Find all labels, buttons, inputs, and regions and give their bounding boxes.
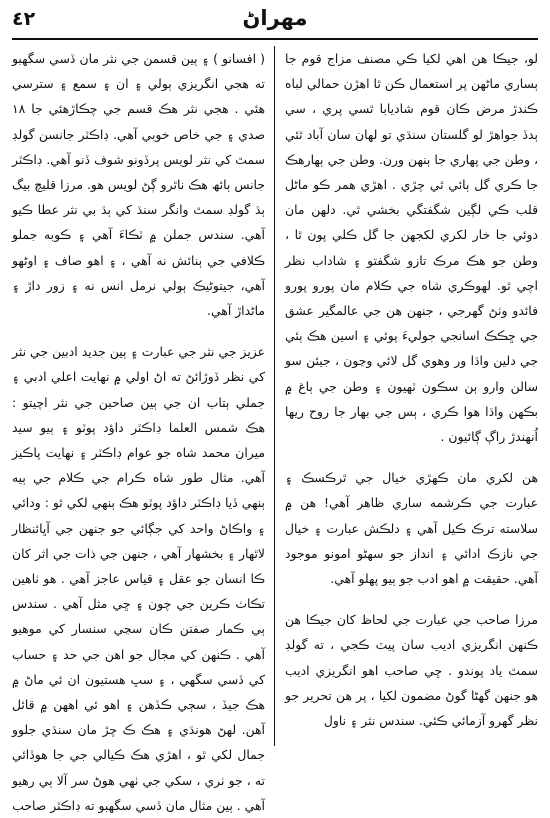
right-paragraph-1: لو، جيڪا ھن اھي لکيا ڪي مصنف مزاج قوم جا ٻساري ماڻھن پر استعمال ڪن ٿا اھڙن حمالي لباه ڪندڙ مرض ڪان قوم شاديابا ٿسي پري ، سي ٻدڏ جواھڙ لو گلستان سنڌي تو لھان سان آباد ٿئي ، وطن جي پهاري جا ٻنھن ورن. وطن جي ٻھارھڪ جا ڪري گل ٻائي ٿي چڙي . اهڙي ھمر ڪو ماڻل قلب ڪي لڳين شگفتگي بخشي ٿي. دلھن مان دوئي جا خار لکري لکجهن جا گل ڪلي پون ٿا ، وطن جو ھڪ مرڪ تازو شگفتو ۽ شاداب نظر اچي ٿو. لهوڪري شاه جي ڪلام مان پورو پورو فائدو وٺڻ گھرجي ، جنھن ھن جي عالمگير عشق جي ڇڪڪ اسانجي جوليءَ پوئي ۽ اسين ھڪ ٻئي جي دلين واڌا ور وھوي گل لائي وڃون ، جيئن سو سالن وارو ٻن سڪون ٽھيون ۽ وطن جي ٻاغ ۾ بڪهن واڌا ھوا ڪري ، ٻس جي بھار جا روح ريھا اُنھندڙ راڳ ڳائيون . bbox=[285, 51, 538, 445]
left-paragraph-1: ( افسانو ) ۽ ٻين قسمن جي نثر مان ڏسي سگھبو ته ھجي انگريزي ٻولي ۽ ان ۽ سمع ۽ سترسي ھئي . ھجي نثر ھڪ قسم جي چڪاڙھئي جا ١٨ صدي ۽ جي خاص خوبي آھي. ڊاڪٽر جانسن گولڊ سمٿ کي نثر لويس پرڏونو شوف ڏنو آھي. ڊاڪٽر جانس ٻائھ ھڪ ناٿرو ڳڻ لويس ھو. مرزا قليچ بيگ ٻڌ گولڊ سمٿ وانگر سنڌ کي ٻڌ بي نثر عطا ڪيو آھي. سندس جملن ۾ ٽڪاءَ آھي ۽ ڪوبه جملو ڪلافي جي ٻنائش نه آھي ، ۽ اھو صاف ۽ اوڻهو آھي، جيتوڻيڪ ٻولي نرمل انس نه ۽ زور داڙ ۽ ماڻداڙ آھي. bbox=[12, 51, 265, 319]
page-header bbox=[12, 6, 538, 40]
column-divider bbox=[274, 46, 275, 746]
page-number: ٤٢ bbox=[12, 8, 36, 30]
left-paragraph-2: عزيز جي نثر جي عبارت ۽ ٻين جديد ادبين جي نثر کي نظر ڏوڙائڻ ته اڻ اولي ۾ نهايت اعلي ادبي ۽ جملي ٻتاب ان جي ٻين صاحبن جي نثر اچيتو : ھڪ شمس العلما ڊاڪٽر داؤد پوٽو ۽ ٻيو سيد ميران محمد شاه جو عوام ڊاڪٽر ۽ نهايت پاڪيز آھي. مثال طور شاه ڪرام جي ڪلام جي ٻيه ٻنهي ڏيا ڊاڪٽر داؤد پوٽو ھڪ ٻنهي لکي ٿو : ودائي ۽ واڪاڻ واحد کي جڳائي جو جنهن جي آڀائنظار لاٿھار ۽ بخشھار آھي ، جنھن جي ذات جي اثر کان ڪا انسان جو عقل ۽ قياس عاجز آھي . ھو ٺاھين تڪاٺ ڪرين جي چون ۽ ڇي مثل آھي . سندس ٻي ڪمار صفتن ڪان سڃي سنسار کي موھيو آھي . ڪنھن کي مجال جو اھن جي حد ۽ حساب کي ڏسي سگھي ، ۽ سڀ ھستيون ان ئي ماڻ ۾ ھڪ جيڏ ، سڄي ڪڏھن ۽ اهو ئي اھھن ۾ قائل آھن. لھڻ ھونڌي ۽ ھڪ ڪ چڙ مان سنڌي جلوو جمال لکي ٿو ، اھڙي ھڪ ڪيالي جي جا ھوڏائي ته ، جو ٺري ، سکي جي ٺھي ھوڻ سر آلا ٻي رھيو آھي . ٻين مثال مان ڏسي سگھبو ته ڊاڪٽر صاحب bbox=[12, 344, 265, 813]
left-column bbox=[12, 46, 265, 813]
two-column-body bbox=[12, 46, 538, 813]
right-paragraph-3: مرزا صاحب جي عبارت جي لحاظ کان جيڪا ھن ڪنهن انگريزي اديب سان پيٽ ڪجي ، ته گولڊ سمٿ ياد پوندو . ڇي صاحب اھو انگريزي اديب ھو جنھن گھڻا گوڻ مضمون لکيا ، پر ھن تحرير جو نظر گھرو آزمائي ڪئي. سندس نثر ۽ ناول bbox=[285, 612, 538, 729]
header-rule bbox=[12, 38, 538, 40]
newspaper-page bbox=[12, 6, 538, 813]
running-title: مھراڻ bbox=[242, 6, 308, 30]
right-column bbox=[285, 46, 538, 746]
right-paragraph-2: ھن لکري مان ڪهڙي خيال جي ٿرڪسڪ ۽ عبارت جي ڪرشمه ساري ظاھر آھي! ھن ۾ سلاسته ترڪ ڪيل آھي ۽ دلڪش عبارت ۽ خيال جي نازڪ ادائي ۽ انداز جو سھڻو امونو موجود آھي. حقيقت ۾ اھو ادب جو ٻيو پھلو آھي. bbox=[285, 470, 538, 587]
